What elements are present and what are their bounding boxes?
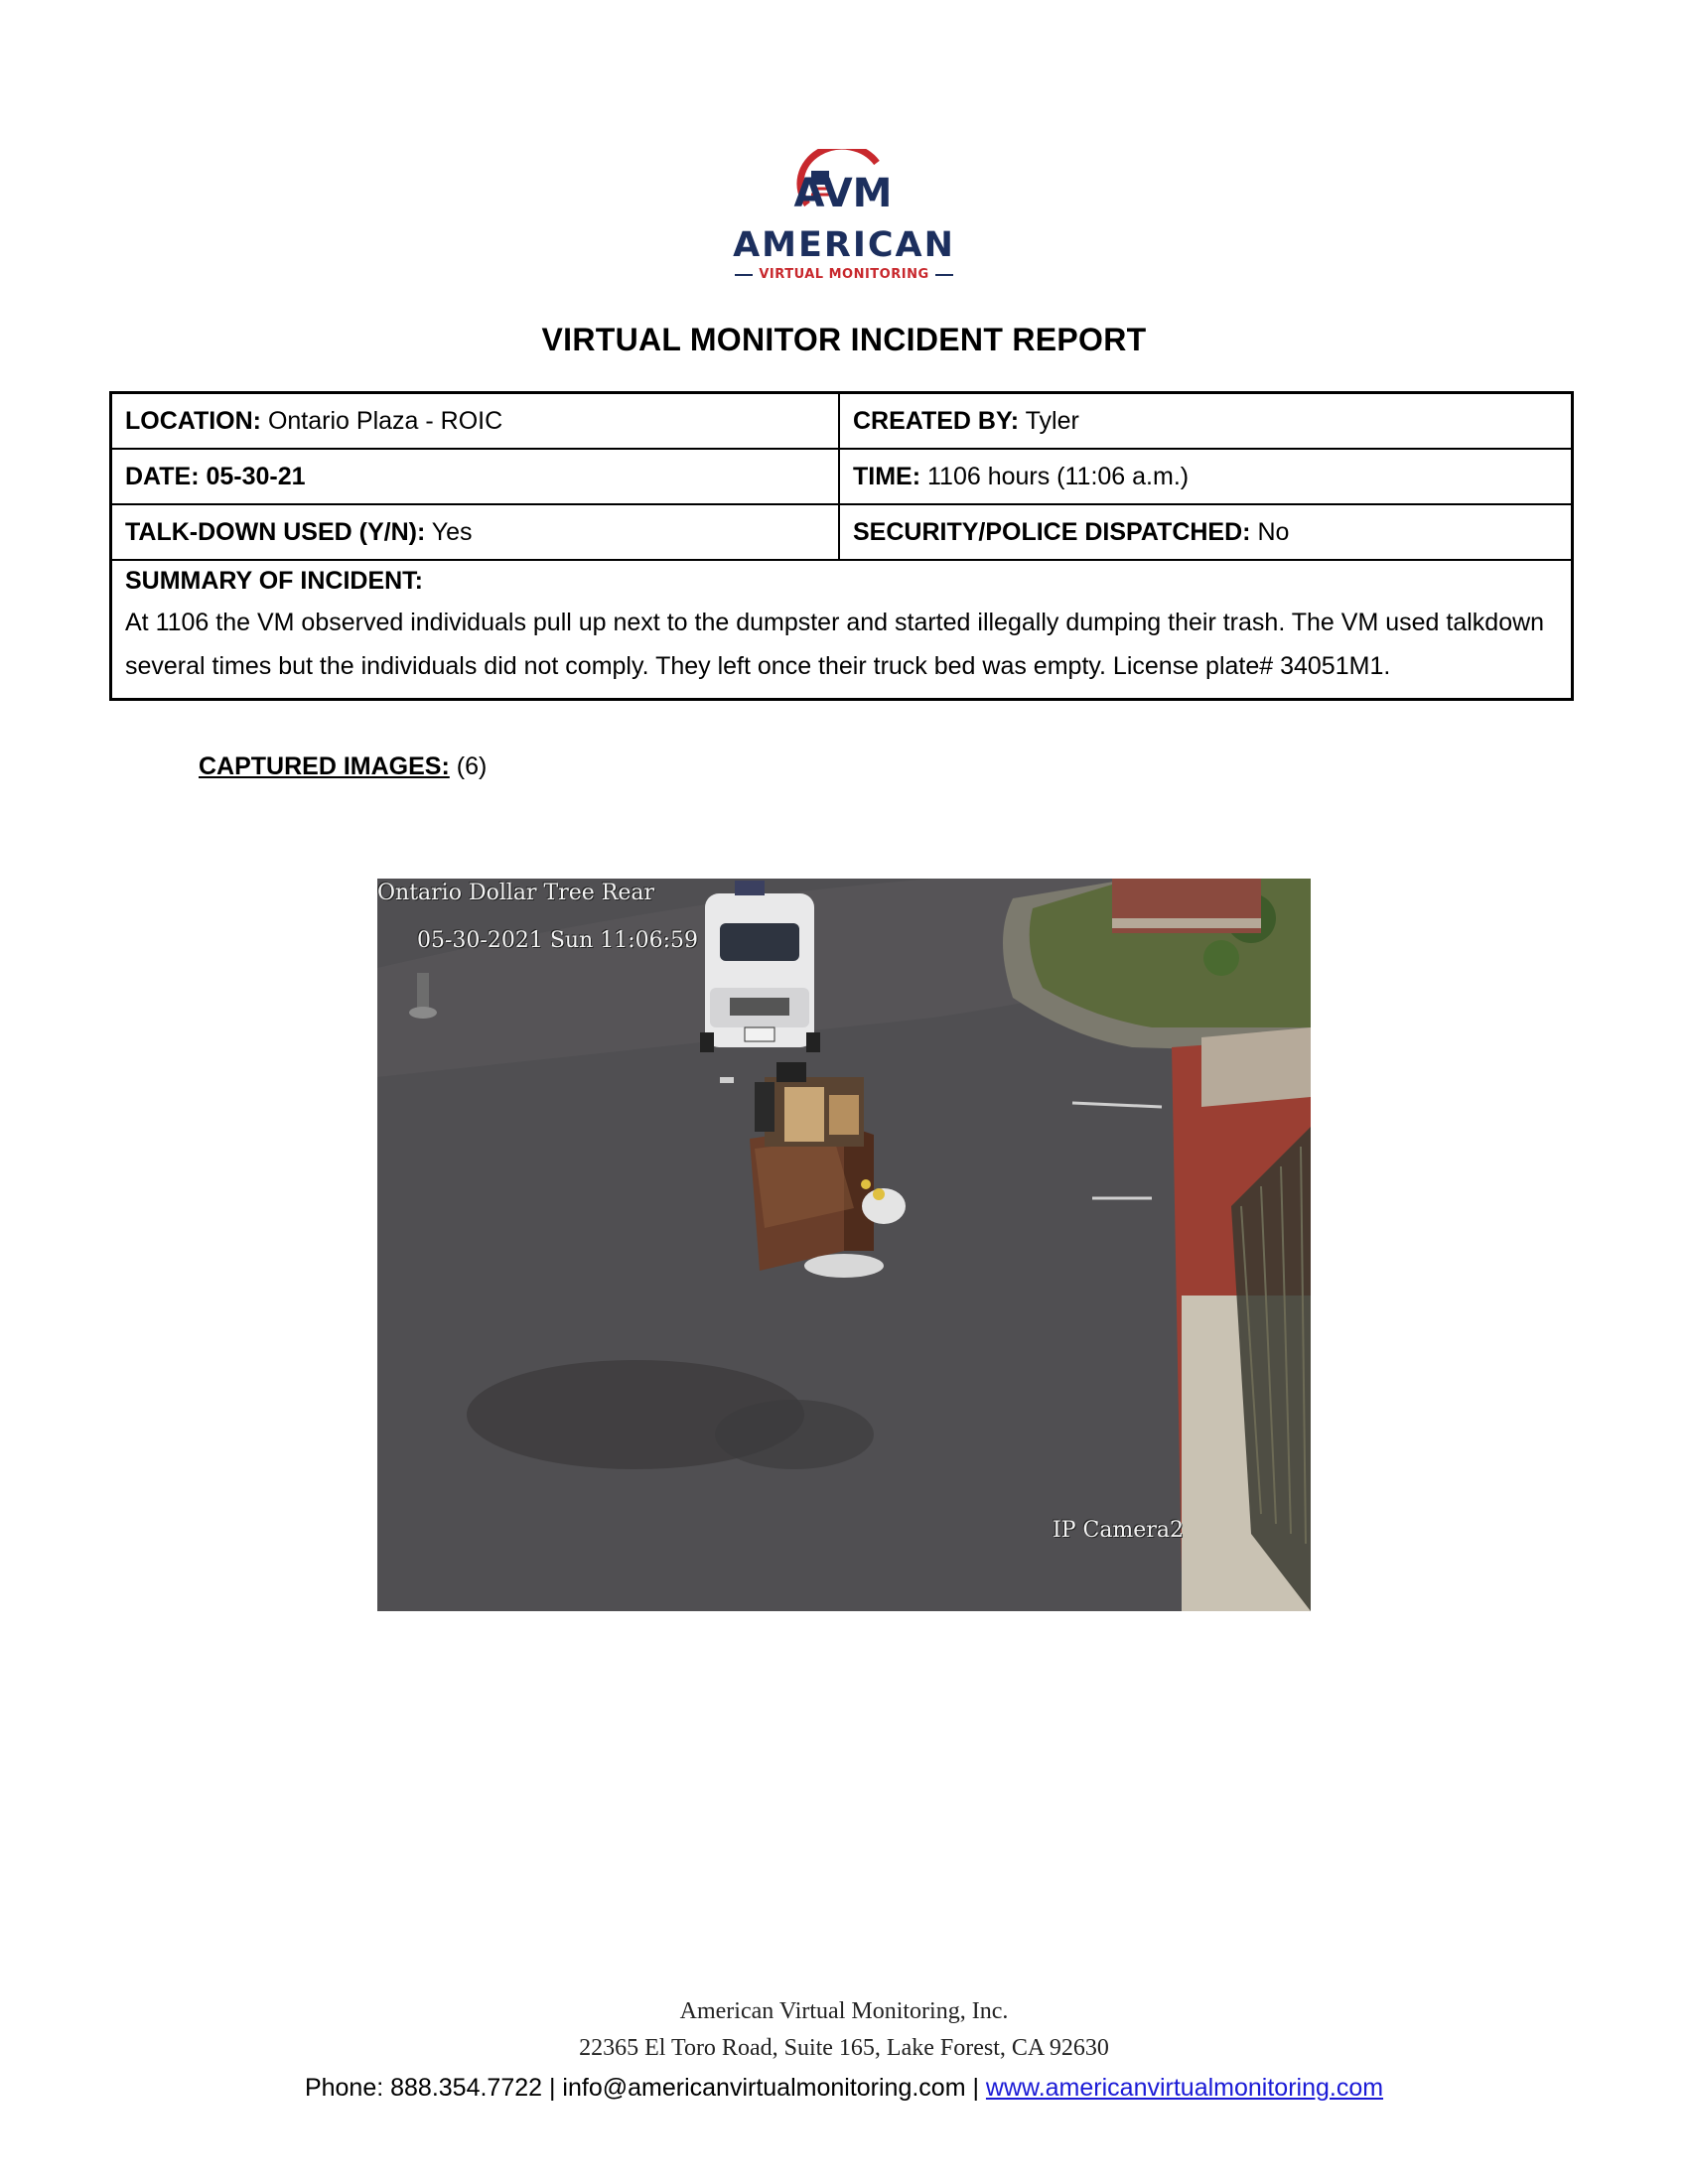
camera-snapshot: [377, 879, 1311, 1611]
company-logo: [720, 149, 968, 288]
logo-wordmark: AMERICAN: [733, 225, 955, 265]
incident-info-table: [109, 391, 1574, 701]
captured-images-count: (6): [449, 752, 488, 780]
summary-text: At 1106 the VM observed individuals pull up next to the dumpster and started illegally dumping their trash. The VM used talkdown several times but the individuals did not comply. They left once their truck bed was empty. License plate# 34051M1.: [125, 609, 1545, 680]
footer-website-link[interactable]: www.americanvirtualmonitoring.com: [985, 2074, 1384, 2102]
logo-rule-left: [735, 274, 753, 276]
location-cell: [112, 394, 840, 448]
truck: [700, 881, 820, 1052]
camera-id-overlay: IP Camera2: [1053, 1518, 1184, 1543]
page-footer: [0, 1993, 1688, 2107]
time-label: TIME:: [853, 462, 921, 490]
time-value: 1106 hours (11:06 a.m.): [920, 462, 1190, 490]
created-by-cell: [840, 394, 1571, 448]
location-label: LOCATION:: [125, 406, 262, 435]
report-title: VIRTUAL MONITOR INCIDENT REPORT: [541, 322, 1147, 357]
camera-scene: [377, 879, 1311, 1611]
logo-rule-right: [935, 274, 953, 276]
summary-label: SUMMARY OF INCIDENT:: [125, 567, 423, 595]
footer-company: American Virtual Monitoring, Inc.: [679, 1998, 1009, 2024]
talkdown-cell: [112, 505, 840, 559]
logo-subtitle: [720, 267, 968, 282]
avm-logo-mark-icon: [787, 149, 897, 226]
footer-contact-text: Phone: 888.354.7722 | info@americanvirtualmonitoring.com |: [304, 2074, 986, 2102]
created-by-value: Tyler: [1019, 406, 1079, 435]
info-row-location: [112, 394, 1571, 450]
logo-mark-text: AVM: [793, 171, 893, 216]
camera-timestamp-overlay: 05-30-2021 Sun 11:06:59: [417, 928, 699, 953]
talkdown-label: TALK-DOWN USED (Y/N):: [125, 517, 426, 546]
captured-images-heading: [199, 752, 487, 781]
logo-subtitle-text: VIRTUAL MONITORING: [759, 267, 929, 282]
date-cell: [112, 450, 840, 503]
time-cell: [840, 450, 1571, 503]
location-value: Ontario Plaza - ROIC: [261, 406, 503, 435]
info-row-date: [112, 450, 1571, 505]
talkdown-value: Yes: [425, 517, 473, 546]
date-label: DATE: 05-30-21: [125, 462, 306, 490]
camera-name-overlay: Ontario Dollar Tree Rear: [377, 881, 654, 905]
footer-contact: [0, 2069, 1688, 2107]
footer-address: 22365 El Toro Road, Suite 165, Lake Forest, CA 92630: [579, 2035, 1109, 2061]
created-by-label: CREATED BY:: [853, 406, 1020, 435]
dispatched-label: SECURITY/POLICE DISPATCHED:: [853, 517, 1251, 546]
summary-section: [112, 561, 1571, 698]
captured-images-label: CAPTURED IMAGES:: [199, 752, 450, 780]
dispatched-cell: [840, 505, 1571, 559]
dispatched-value: No: [1250, 517, 1290, 546]
info-row-talkdown: [112, 505, 1571, 561]
